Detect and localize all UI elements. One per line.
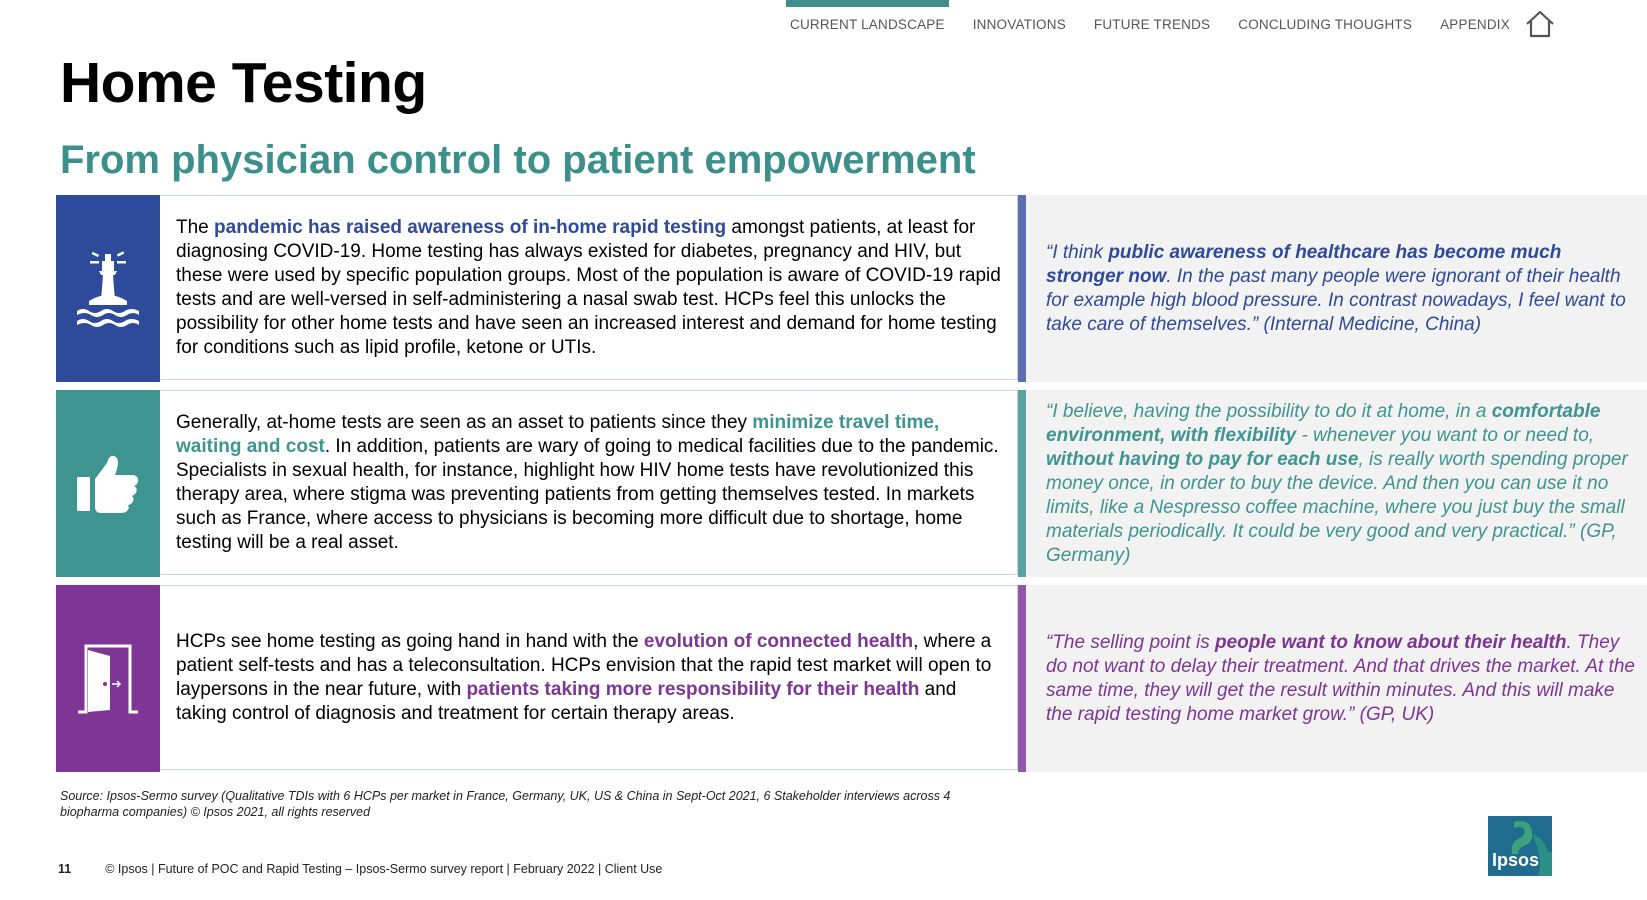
text-run: and taking control of diagnosis and treatment for certain therapy areas. (176, 678, 957, 724)
quote-run: . In the past many people were ignorant of their health for example high blood pressure. In contrast nowadays, I feel want to take care of themselves.” (Internal Medicine, China) (1046, 265, 1626, 335)
row-divider (1018, 390, 1026, 577)
top-nav (790, 0, 1538, 40)
quote-highlight: public awareness of healthcare has become much stronger now (1046, 241, 1562, 287)
text-highlight: pandemic has raised awareness of in-home rapid testing (214, 216, 727, 238)
quote-run: “I think (1046, 241, 1109, 263)
nav-current-landscape[interactable]: CURRENT LANDSCAPE (786, 0, 949, 40)
quote-highlight: people want to know about their health (1214, 631, 1567, 653)
insight-row-awareness (56, 195, 1626, 382)
icon-panel (56, 390, 160, 577)
quote-highlight: without having to pay for each use (1046, 448, 1359, 470)
nav-concluding-thoughts[interactable]: CONCLUDING THOUGHTS (1238, 17, 1413, 32)
thumbs-up-icon (75, 453, 141, 515)
lighthouse-icon (75, 249, 141, 329)
text-run: Generally, at-home tests are seen as an asset to patients since they (176, 411, 753, 433)
quote-run: “I believe, having the possibility to do it at home, in a (1046, 400, 1492, 422)
insight-text (160, 411, 1017, 555)
quote-text (1026, 631, 1647, 727)
text-run: . In addition, patients are wary of going to medical facilities due to the pandemic. Specialists in sexual health, for instance, highlight how HIV home tests have revolutionized this therapy area, where stigma was preventing patients from getting themselves tested. In markets such as France, where access to physicians is becoming more difficult due to shortage, home testing will be a real asset. (176, 435, 999, 553)
home-icon[interactable] (1525, 10, 1555, 38)
text-run: HCPs see home testing as going hand in hand with the (176, 630, 644, 652)
page-title: Home Testing (60, 51, 427, 115)
footer (58, 862, 662, 876)
quote-box (1026, 390, 1647, 577)
nav-future-trends[interactable]: FUTURE TRENDS (1093, 17, 1211, 32)
text-run: The (176, 216, 215, 238)
quote-text (1026, 241, 1647, 337)
row-divider (1018, 195, 1026, 382)
insight-text-box (160, 195, 1018, 380)
quote-highlight: comfortable environment, with flexibility (1046, 400, 1601, 446)
quote-run: - whenever you want to or need to, (1296, 424, 1595, 446)
quote-text (1026, 400, 1647, 568)
footer-text: © Ipsos | Future of POC and Rapid Testing – Ipsos-Sermo survey report | February 2022 | Client Use (105, 862, 663, 876)
text-highlight: minimize travel time, waiting and cost (176, 411, 940, 457)
quote-run: . They do not want to delay their treatment. And that drives the market. At the same time, they will get the result within minutes. And this will make the rapid testing home market grow.” (GP, UK) (1046, 631, 1635, 725)
row-divider (1018, 585, 1026, 772)
text-run: amongst patients, at least for diagnosing COVID-19. Home testing has always existed for diabetes, pregnancy and HIV, but these were used by specific population groups. Most of the population is aware of COVID-19 rapid tests and are well-versed in self-administering a nasal swab test. HCPs feel this unlocks the possibility for other home tests and have seen an increased interest and demand for home testing for conditions such as lipid profile, ketone or UTIs. (176, 216, 1001, 358)
insight-text-box (160, 585, 1018, 770)
nav-innovations[interactable]: INNOVATIONS (972, 17, 1066, 32)
insight-text (160, 630, 1017, 726)
text-highlight: patients taking more responsibility for their health (466, 678, 920, 700)
nav-appendix[interactable]: APPENDIX (1440, 17, 1510, 32)
quote-box (1026, 585, 1647, 772)
source-note: Source: Ipsos-Sermo survey (Qualitative TDIs with 6 HCPs per market in France, Germany, UK, US & China in Sept-Oct 2021, 6 Stakeholder interviews across 4 biopharma companies) © Ipsos 2021, all rights reserved (60, 789, 951, 819)
icon-panel (56, 195, 160, 382)
icon-panel (56, 585, 160, 772)
door-icon (76, 644, 140, 714)
logo-text: Ipsos (1492, 850, 1540, 870)
insight-row-asset (56, 390, 1628, 577)
quote-run: , is really worth spending proper money once, in order to buy the device. And then you can use it no limits, like a Nespresso coffee machine, where you just buy the small materials periodically. It could be very good and very practical.” (GP, Germany) (1046, 448, 1628, 566)
text-run: , where a patient self-tests and has a teleconsultation. HCPs envision that the rapid test market will open to laypersons in the near future, with (176, 630, 992, 700)
text-highlight: evolution of connected health (643, 630, 914, 652)
page-subtitle: From physician control to patient empowerment (60, 138, 976, 182)
quote-box (1026, 195, 1647, 382)
ipsos-logo (1488, 816, 1552, 876)
page-number: 11 (58, 862, 72, 876)
insight-text (160, 216, 1017, 360)
quote-run: “The selling point is (1046, 631, 1215, 653)
insight-row-connected-health (56, 585, 1635, 772)
insight-text-box (160, 390, 1018, 575)
